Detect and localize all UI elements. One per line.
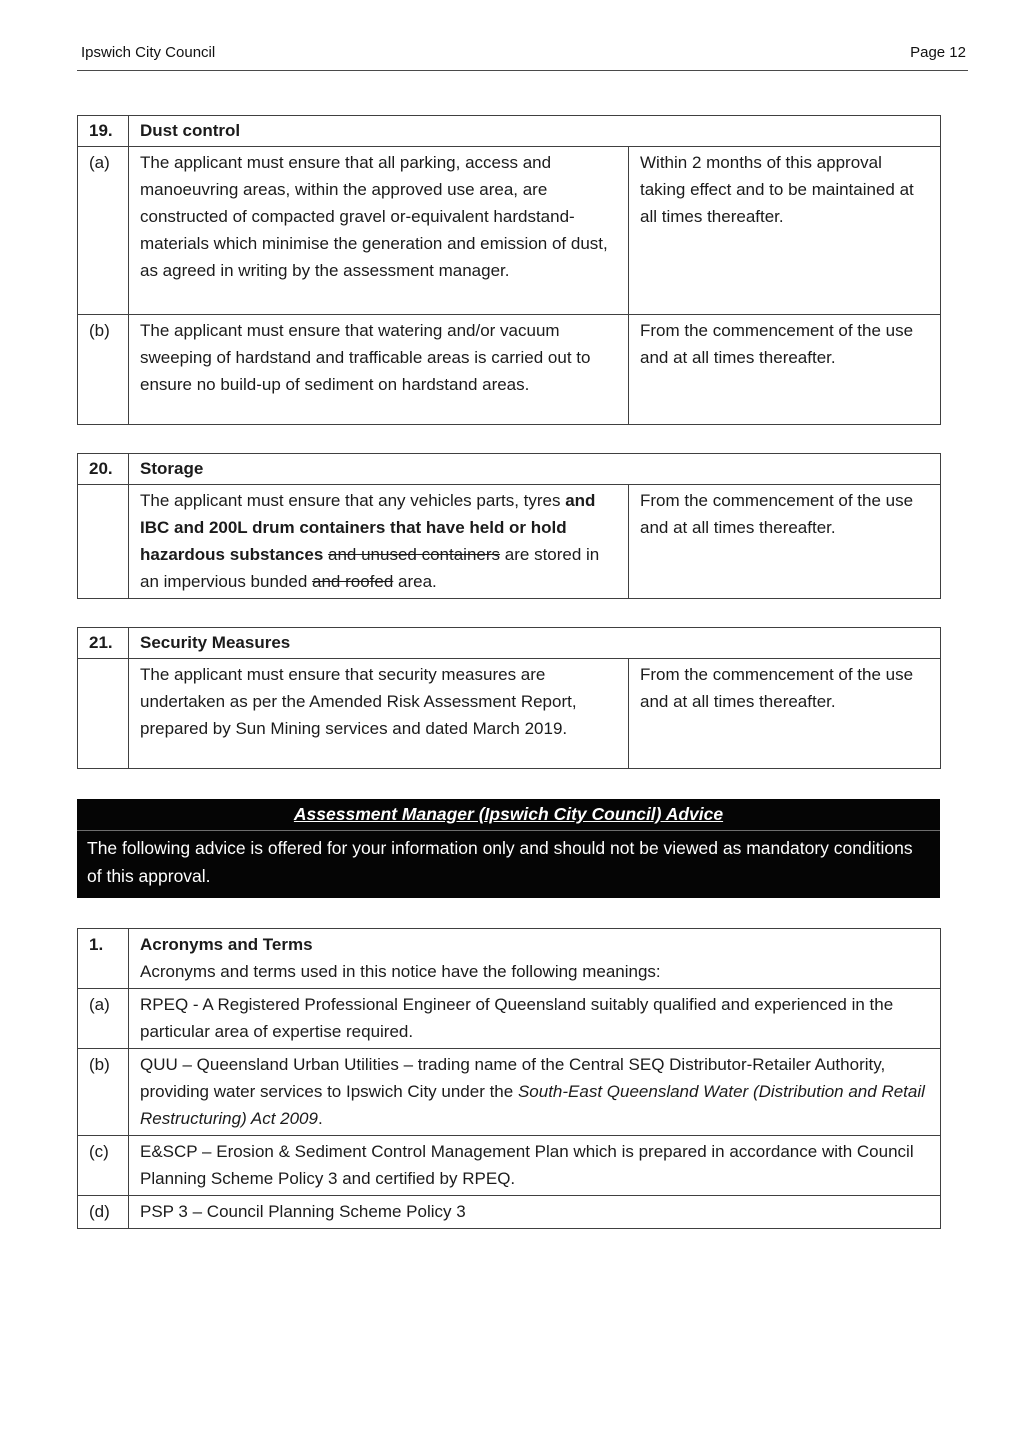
acronym-definition [129, 989, 941, 1049]
row-label: (a) [78, 989, 129, 1049]
condition-text-segment: area. [393, 572, 437, 591]
condition-table-20 [77, 453, 941, 599]
definition-text: RPEQ - A Registered Professional Engineer of Queensland suitably qualified and experienced in the particular area of expertise required. [140, 995, 894, 1041]
condition-number: 19. [78, 116, 129, 147]
acronym-definition [129, 1196, 941, 1229]
condition-text-strikethrough-segment: and roofed [312, 572, 394, 591]
header-council-name: Ipswich City Council [81, 44, 216, 61]
definition-text-segment: . [317, 1109, 323, 1128]
timing-text: Within 2 months of this approval taking effect and to be maintained at all times thereafter. [629, 147, 941, 315]
acronyms-header-cell [129, 929, 941, 989]
condition-text-cell [129, 147, 629, 315]
row-label: (a) [78, 147, 129, 315]
header-page-number: Page 12 [910, 44, 966, 61]
definition-text: E&SCP – Erosion & Sediment Control Management Plan which is prepared in accordance with Council Planning Scheme Policy 3 and certified by RPEQ. [140, 1142, 914, 1188]
table-row [78, 1049, 941, 1136]
acronym-definition [129, 1049, 941, 1136]
row-label [78, 659, 129, 769]
acronym-definition [129, 1136, 941, 1196]
condition-text-cell [129, 485, 629, 599]
acronyms-table [77, 928, 941, 1229]
table-row [78, 989, 941, 1049]
definition-text-italic-segment: South-East Queensland Water (Distribution and Retail Restructuring) Act 2009 [140, 1082, 925, 1128]
condition-text: The applicant must ensure that watering and/or vacuum sweeping of hardstand and trafficable areas is carried out to ensure no build-up of sediment on hardstand areas. [140, 321, 591, 394]
condition-text-strikethrough-segment: and unused containers [328, 545, 501, 564]
row-label: (c) [78, 1136, 129, 1196]
condition-title: Security Measures [129, 628, 941, 659]
condition-text-cell [129, 659, 629, 769]
table-header-row [78, 116, 941, 147]
condition-text-segment: are stored in an impervious bunded [140, 545, 600, 591]
condition-number: 20. [78, 454, 129, 485]
table-row [78, 315, 941, 425]
condition-text-cell [129, 315, 629, 425]
table-header-row [78, 454, 941, 485]
advice-number: 1. [78, 929, 129, 989]
acronyms-intro: Acronyms and terms used in this notice have the following meanings: [140, 962, 661, 981]
condition-title: Dust control [129, 116, 941, 147]
condition-table-19 [77, 115, 941, 425]
timing-text: From the commencement of the use and at all times thereafter. [629, 485, 941, 599]
acronyms-title: Acronyms and Terms [140, 935, 313, 954]
table-header-row [78, 929, 941, 989]
definition-text: PSP 3 – Council Planning Scheme Policy 3 [140, 1202, 466, 1221]
condition-text-bold-segment: and IBC and 200L drum containers that have held or hold hazardous substances [140, 491, 596, 564]
condition-title: Storage [129, 454, 941, 485]
table-header-row [78, 628, 941, 659]
table-row [78, 1136, 941, 1196]
condition-number: 21. [78, 628, 129, 659]
advice-banner-title: Assessment Manager (Ipswich City Council) Advice [77, 799, 940, 831]
condition-table-21 [77, 627, 941, 769]
table-row [78, 485, 941, 599]
row-label [78, 485, 129, 599]
definition-text-segment: QUU – Queensland Urban Utilities – trading name of the Central SEQ Distributor-Retailer Authority, providing water services to Ipswich City under the [140, 1055, 886, 1101]
table-row [78, 1196, 941, 1229]
row-label: (d) [78, 1196, 129, 1229]
timing-text: From the commencement of the use and at all times thereafter. [629, 659, 941, 769]
condition-text: The applicant must ensure that all parking, access and manoeuvring areas, within the approved use area, are constructed of compacted gravel or-equivalent hardstand-materials which minimise the generation and emission of dust, as agreed in writing by the assessment manager. [140, 153, 608, 280]
condition-text: The applicant must ensure that security measures are undertaken as per the Amended Risk Assessment Report, prepared by Sun Mining services and dated March 2019. [140, 665, 577, 738]
timing-text: From the commencement of the use and at all times thereafter. [629, 315, 941, 425]
condition-text-segment: The applicant must ensure that any vehicles parts, tyres [140, 491, 566, 510]
advice-banner [77, 799, 940, 898]
row-label: (b) [78, 315, 129, 425]
row-label: (b) [78, 1049, 129, 1136]
table-row [78, 147, 941, 315]
table-row [78, 659, 941, 769]
page-header [77, 44, 968, 71]
advice-banner-body: The following advice is offered for your information only and should not be viewed as mandatory conditions of this approval. [87, 838, 913, 886]
